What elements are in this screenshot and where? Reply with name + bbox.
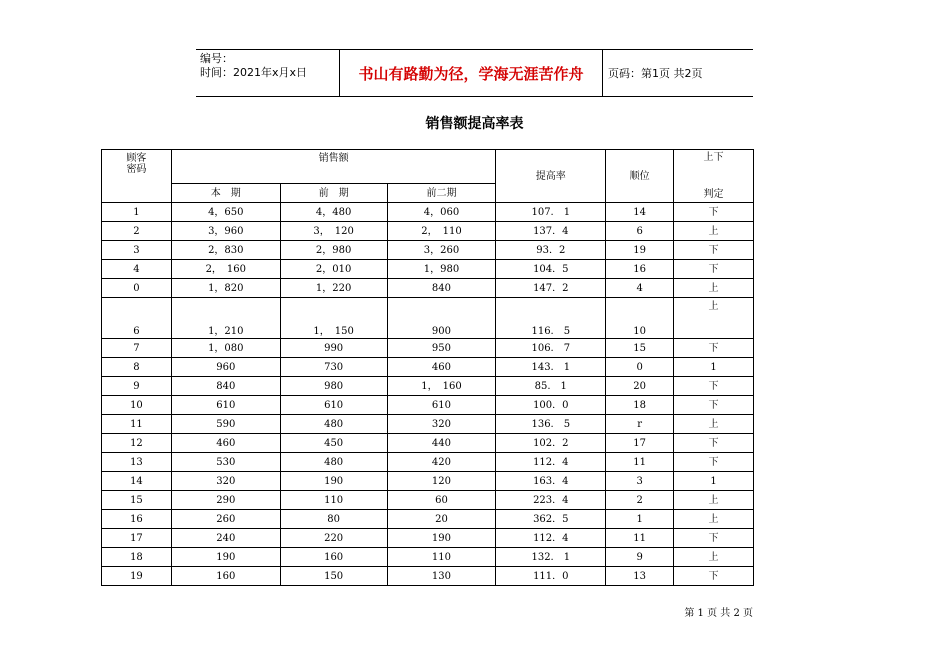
prev-two-sales-cell: 20 [387, 510, 496, 529]
prev-two-sales-cell: 110 [387, 548, 496, 567]
current-sales-cell: 840 [171, 377, 280, 396]
page-footer: 第 1 页 共 2 页 [684, 608, 753, 619]
table-row [102, 279, 754, 298]
previous-period-header: 前 期 [280, 184, 387, 203]
judgement-cell: 上 [674, 298, 754, 339]
judgement-cell: 上 [674, 279, 754, 298]
rank-cell: 10 [606, 298, 674, 339]
current-sales-cell: 960 [171, 358, 280, 377]
previous-sales-cell: 150 [280, 567, 387, 586]
current-sales-cell: 160 [171, 567, 280, 586]
judgement-cell: 下 [674, 567, 754, 586]
rank-cell: 11 [606, 453, 674, 472]
prev-two-sales-cell: 610 [387, 396, 496, 415]
prev-two-sales-cell: 190 [387, 529, 496, 548]
table-row [102, 396, 754, 415]
current-sales-cell: 290 [171, 491, 280, 510]
current-sales-cell: 3，960 [171, 222, 280, 241]
current-sales-cell: 1，820 [171, 279, 280, 298]
prev-two-sales-cell: 3，260 [387, 241, 496, 260]
previous-sales-cell: 480 [280, 415, 387, 434]
prev-two-sales-cell: 1，980 [387, 260, 496, 279]
updown-header: 上下 判定 [674, 150, 754, 203]
table-row [102, 298, 754, 339]
previous-sales-cell: 450 [280, 434, 387, 453]
prev-two-sales-cell: 900 [387, 298, 496, 339]
table-row [102, 203, 754, 222]
table-row [102, 472, 754, 491]
customer-header: 顾客 密码 [102, 150, 172, 203]
rank-cell: 13 [606, 567, 674, 586]
prev-two-sales-cell: 120 [387, 472, 496, 491]
prev-two-sales-cell: 460 [387, 358, 496, 377]
judgement-cell: 上 [674, 510, 754, 529]
rank-cell: 4 [606, 279, 674, 298]
rate-cell: 107. 1 [496, 203, 606, 222]
previous-sales-cell: 1， 150 [280, 298, 387, 339]
rate-cell: 147．2 [496, 279, 606, 298]
sales-table [101, 149, 754, 586]
customer-id-cell: 11 [102, 415, 172, 434]
previous-sales-cell: 110 [280, 491, 387, 510]
previous-sales-cell: 480 [280, 453, 387, 472]
rank-cell: 17 [606, 434, 674, 453]
previous-sales-cell: 3， 120 [280, 222, 387, 241]
rank-cell: 16 [606, 260, 674, 279]
customer-id-cell: 4 [102, 260, 172, 279]
rank-cell: r [606, 415, 674, 434]
time-label: 时间：2021年x月x日 [200, 66, 308, 79]
prev-two-sales-cell: 440 [387, 434, 496, 453]
rate-cell: 106. 7 [496, 339, 606, 358]
rate-cell: 93．2 [496, 241, 606, 260]
rate-cell: 104．5 [496, 260, 606, 279]
prev-two-sales-cell: 840 [387, 279, 496, 298]
header-motto: 书山有路勤为径，学海无涯苦作舟 [339, 50, 603, 96]
rank-cell: 6 [606, 222, 674, 241]
customer-id-cell: 19 [102, 567, 172, 586]
customer-id-cell: 13 [102, 453, 172, 472]
judgement-cell: 上 [674, 415, 754, 434]
previous-sales-cell: 80 [280, 510, 387, 529]
current-sales-cell: 2，830 [171, 241, 280, 260]
rate-cell: 102．2 [496, 434, 606, 453]
table-row [102, 434, 754, 453]
previous-sales-cell: 160 [280, 548, 387, 567]
table-row [102, 260, 754, 279]
previous-sales-cell: 610 [280, 396, 387, 415]
customer-id-cell: 3 [102, 241, 172, 260]
customer-id-cell: 16 [102, 510, 172, 529]
current-sales-cell: 460 [171, 434, 280, 453]
rate-cell: 163．4 [496, 472, 606, 491]
rate-cell: 85. 1 [496, 377, 606, 396]
rank-cell: 15 [606, 339, 674, 358]
judgement-cell: 上 [674, 222, 754, 241]
rate-cell: 111．0 [496, 567, 606, 586]
table-row [102, 529, 754, 548]
rank-cell: 14 [606, 203, 674, 222]
table-row [102, 222, 754, 241]
previous-sales-cell: 980 [280, 377, 387, 396]
judgement-cell: 下 [674, 434, 754, 453]
previous-sales-cell: 190 [280, 472, 387, 491]
current-sales-cell: 590 [171, 415, 280, 434]
rate-header: 提高率 [496, 150, 606, 203]
current-sales-cell: 1，080 [171, 339, 280, 358]
rank-cell: 0 [606, 358, 674, 377]
rank-cell: 2 [606, 491, 674, 510]
current-sales-cell: 260 [171, 510, 280, 529]
customer-id-cell: 18 [102, 548, 172, 567]
rate-cell: 116. 5 [496, 298, 606, 339]
current-sales-cell: 530 [171, 453, 280, 472]
rank-cell: 20 [606, 377, 674, 396]
previous-sales-cell: 1，220 [280, 279, 387, 298]
rate-cell: 112．4 [496, 529, 606, 548]
judgement-cell: 下 [674, 453, 754, 472]
previous-sales-cell: 220 [280, 529, 387, 548]
table-row [102, 548, 754, 567]
judgement-cell: 1 [674, 358, 754, 377]
prev-two-sales-cell: 60 [387, 491, 496, 510]
customer-id-cell: 0 [102, 279, 172, 298]
current-sales-cell: 1，210 [171, 298, 280, 339]
current-sales-cell: 240 [171, 529, 280, 548]
rate-cell: 362．5 [496, 510, 606, 529]
judgement-cell: 下 [674, 377, 754, 396]
judgement-cell: 下 [674, 396, 754, 415]
rate-cell: 223．4 [496, 491, 606, 510]
judgement-cell: 上 [674, 491, 754, 510]
current-sales-cell: 190 [171, 548, 280, 567]
rank-header: 顺位 [606, 150, 674, 203]
rate-cell: 143. 1 [496, 358, 606, 377]
rank-cell: 19 [606, 241, 674, 260]
customer-id-cell: 10 [102, 396, 172, 415]
table-row [102, 358, 754, 377]
current-sales-cell: 2， 160 [171, 260, 280, 279]
rank-cell: 1 [606, 510, 674, 529]
rate-cell: 112．4 [496, 453, 606, 472]
customer-id-cell: 8 [102, 358, 172, 377]
table-row [102, 339, 754, 358]
judgement-cell: 上 [674, 548, 754, 567]
table-row [102, 491, 754, 510]
prev-two-sales-cell: 1， 160 [387, 377, 496, 396]
header-meta [200, 50, 340, 80]
judgement-cell: 下 [674, 203, 754, 222]
current-sales-cell: 610 [171, 396, 280, 415]
table-row [102, 415, 754, 434]
page-header [196, 49, 753, 97]
previous-sales-cell: 2，980 [280, 241, 387, 260]
current-period-header: 本 期 [171, 184, 280, 203]
header-page-info: 页码：第1页 共2页 [608, 67, 703, 80]
rate-cell: 137．4 [496, 222, 606, 241]
current-sales-cell: 320 [171, 472, 280, 491]
previous-sales-cell: 4，480 [280, 203, 387, 222]
customer-id-cell: 6 [102, 298, 172, 339]
rate-cell: 132. 1 [496, 548, 606, 567]
judgement-cell: 下 [674, 241, 754, 260]
previous-sales-cell: 730 [280, 358, 387, 377]
page-title: 销售额提高率表 [425, 116, 524, 132]
previous-sales-cell: 990 [280, 339, 387, 358]
customer-id-cell: 17 [102, 529, 172, 548]
customer-id-cell: 14 [102, 472, 172, 491]
prev-two-period-header: 前二期 [387, 184, 496, 203]
customer-id-cell: 7 [102, 339, 172, 358]
customer-id-cell: 9 [102, 377, 172, 396]
prev-two-sales-cell: 2， 110 [387, 222, 496, 241]
judgement-cell: 1 [674, 472, 754, 491]
prev-two-sales-cell: 950 [387, 339, 496, 358]
prev-two-sales-cell: 420 [387, 453, 496, 472]
customer-id-cell: 12 [102, 434, 172, 453]
customer-id-cell: 2 [102, 222, 172, 241]
table-row [102, 510, 754, 529]
table-body [102, 203, 754, 586]
table-row [102, 567, 754, 586]
serial-label: 编号： [200, 52, 233, 65]
previous-sales-cell: 2，010 [280, 260, 387, 279]
prev-two-sales-cell: 320 [387, 415, 496, 434]
rank-cell: 3 [606, 472, 674, 491]
customer-id-cell: 15 [102, 491, 172, 510]
current-sales-cell: 4，650 [171, 203, 280, 222]
prev-two-sales-cell: 4，060 [387, 203, 496, 222]
rate-cell: 100．0 [496, 396, 606, 415]
customer-id-cell: 1 [102, 203, 172, 222]
table-row [102, 453, 754, 472]
judgement-cell: 下 [674, 339, 754, 358]
rank-cell: 11 [606, 529, 674, 548]
judgement-cell: 下 [674, 260, 754, 279]
table-row [102, 241, 754, 260]
rate-cell: 136. 5 [496, 415, 606, 434]
rank-cell: 9 [606, 548, 674, 567]
table-row [102, 377, 754, 396]
prev-two-sales-cell: 130 [387, 567, 496, 586]
table-header-row [102, 150, 754, 184]
judgement-cell: 下 [674, 529, 754, 548]
sales-header: 销售额 [171, 150, 496, 184]
rank-cell: 18 [606, 396, 674, 415]
